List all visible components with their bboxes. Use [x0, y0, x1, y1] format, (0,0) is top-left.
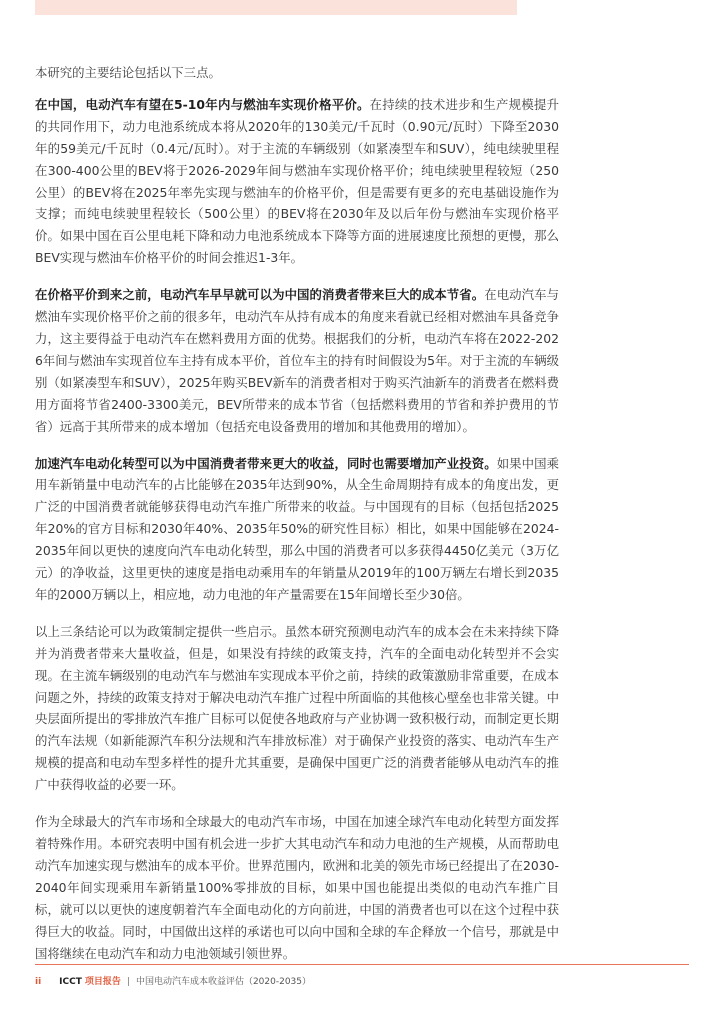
policy-implications-paragraph — [35, 621, 559, 796]
finding-paragraph-3 — [35, 453, 559, 606]
finding-paragraph-1 — [35, 94, 559, 269]
footer-org: ICCT — [59, 977, 82, 987]
footer-title: 中国电动汽车成本收益评估（2020-2035） — [135, 977, 311, 987]
finding-2-lead: 在价格平价到来之前，电动汽车早早就可以为中国的消费者带来巨大的成本节省。 — [35, 287, 485, 303]
finding-1-lead: 在中国，电动汽车有望在5-10年内与燃油车实现价格平价。 — [35, 96, 370, 112]
finding-paragraph-2 — [35, 284, 559, 437]
page-number: ii — [35, 977, 42, 987]
footer-separator: | — [126, 977, 130, 987]
intro-text: 本研究的主要结论包括以下三点。 — [35, 65, 221, 80]
finding-1-body: 在持续的技术进步和生产规模提升的共同作用下，动力电池系统成本将从2020年的130美元/千瓦时（0.90元/瓦时）下降至2030年的59美元/千瓦时（0.4元/瓦时）。对于主流的车辆级别（如紧凑型车和SUV），纯电续驶里程在300-400公里的BEV将于2026-2029年间与燃油车实现价格平价；纯电续驶里程较短（250公里）的BEV将在2025年率先实现与燃油车的价格平价，但是需要有更多的充电基础设施作为支撑；而纯电续驶里程较长（500公里）的BEV将在2030年及以后年份与燃油车实现价格平价。如果中国在百公里电耗下降和动力电池系统成本下降等方面的进展速度比预想的更慢，那么BEV实现与燃油车价格平价的时间会推迟1-3年。 — [35, 96, 559, 266]
footer-doc-type: 项目报告 — [84, 977, 121, 987]
footer-divider — [35, 964, 689, 965]
finding-2-body: 在电动汽车与燃油车实现价格平价之前的很多年，电动汽车从持有成本的角度来看就已经相对燃油车具备竞争力，这主要得益于电动汽车在燃料费用方面的优势。根据我们的分析，电动汽车将在2022-2026年间与燃油车实现首位车主持有成本平价，首位车主的持有时间假设为5年。对于主流的车辆级别（如紧凑型车和SUV），2025年购买BEV新车的消费者相对于购买汽油新车的消费者在燃料费用方面将节省2400-3300美元，BEV所带来的成本节省（包括燃料费用的节省和养护费用的节省）远高于其所带来的成本增加（包括充电设备费用的增加和其他费用的增加）。 — [35, 287, 560, 434]
header-decor-band — [35, 0, 517, 15]
global-role-body: 作为全球最大的汽车市场和全球最大的电动汽车市场，中国在加速全球汽车电动化转型方面发挥着特殊作用。本研究表明中国有机会进一步扩大其电动汽车和动力电池的生产规模，从而帮助电动汽车加速实现与燃油车的成本平价。世界范围内，欧洲和北美的领先市场已经提出了在2030-2040年间实现乘用车新销量100%零排放的目标，如果中国也能提出类似的电动汽车推广目标，就可以以更快的速度朝着汽车全面电动化的方向前进，中国的消费者也可以在这个过程中获得巨大的收益。同时，中国做出这样的承诺也可以向中国和全球的车企释放一个信号，那就是中国将继续在电动汽车和动力电池领域引领世界。 — [35, 814, 559, 961]
policy-implications-body: 以上三条结论可以为政策制定提供一些启示。虽然本研究预测电动汽车的成本会在未来持续下降并为消费者带来大量收益，但是，如果没有持续的政策支持，汽车的全面电动化转型并不会实现。在主流车辆级别的电动汽车与燃油车实现成本平价之前，持续的政策激励非常重要，在成本问题之外，持续的政策支持对于解决电动汽车推广过程中所面临的其他核心壁垒也非常关键。中央层面所提出的零排放汽车推广目标可以促使各地政府与产业协调一致积极行动，而制定更长期的汽车法规（如新能源汽车积分法规和汽车排放标准）对于确保产业投资的落实、电动汽车生产规模的提高和电动车型多样性的提升尤其重要，是确保中国更广泛的消费者能够从电动汽车的推广中获得收益的必要一环。 — [35, 623, 559, 793]
finding-3-lead: 加速汽车电动化转型可以为中国消费者带来更大的收益，同时也需要增加产业投资。 — [35, 455, 497, 471]
report-body — [35, 62, 559, 979]
finding-3-body: 如果中国乘用车新销量中电动汽车的占比能够在2035年达到90%，从全生命周期持有成本的角度出发，更广泛的中国消费者就能够获得电动汽车推广所带来的收益。与中国现有的目标（包括包括2025年20%的官方目标和2030年40%、2035年50%的研究性目标）相比，如果中国能够在2024-2035年间以更快的速度向汽车电动化转型，那么中国的消费者可以多获得4450亿美元（3万亿元）的净收益，这里更快的速度是指电动乘用车的年销量从2019年的100万辆左右增长到2035年的2000万辆以上，相应地，动力电池的年产量需要在15年间增长至少30倍。 — [35, 455, 560, 602]
page-footer — [35, 975, 311, 989]
global-role-paragraph — [35, 811, 559, 964]
